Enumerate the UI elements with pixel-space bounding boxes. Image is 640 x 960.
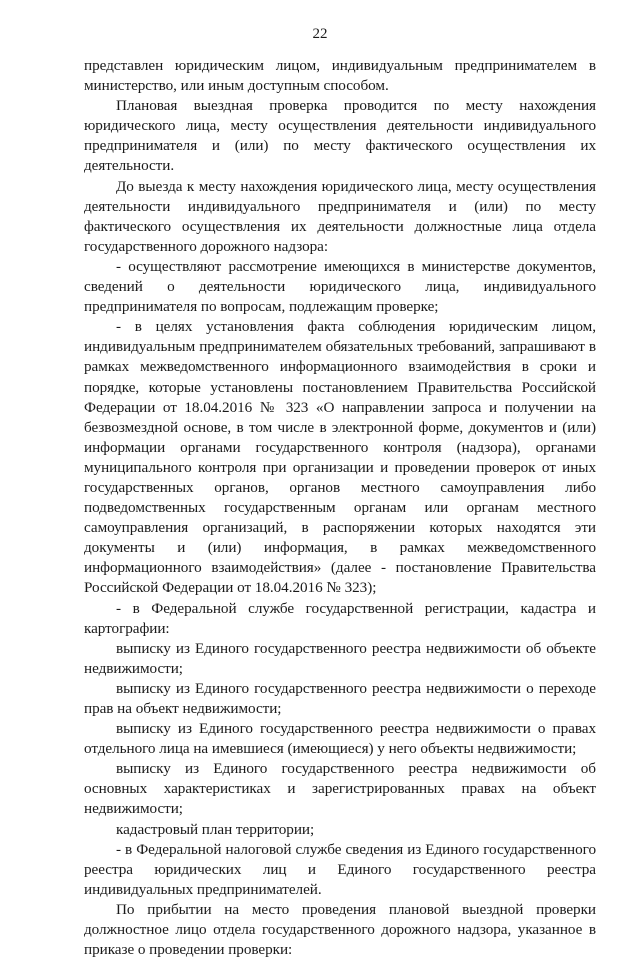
paragraph-13: По прибытии на место проведения плановой выездной проверки должностное лицо отдела государственного дорожного надзора, указанное в приказе о проведении проверки: [84, 900, 596, 959]
paragraph-8: выписку из Единого государственного реестра недвижимости о переходе прав на объект недвижимости; [84, 679, 596, 717]
document-body [84, 56, 596, 960]
paragraph-4: - осуществляют рассмотрение имеющихся в министерстве документов, сведений о деятельности юридического лица, индивидуального предпринимателя по вопросам, подлежащим проверке; [84, 257, 596, 316]
paragraph-11: кадастровый план территории; [116, 820, 315, 838]
paragraph-5: - в целях установления факта соблюдения юридическим лицом, индивидуальным предпринимателем обязательных требований, запрашивают в рамках межведомственного информационного взаимодействия в сроки и порядке, которые установлены постановлением Правительства Российской Федерации от 18.04.2016 № 323 «О направлении запроса и получении на безвозмездной основе, в том числе в электронной форме, документов и (или) информации органами государственного контроля (надзора), органами муниципального контроля при организации и проведении проверок от иных государственных органов, органов местного самоуправления либо подведомственных государственным органам или органам местного самоуправления организаций, в распоряжении которых находятся эти документы и (или) информация, в рамках межведомственного информационного взаимодействия» (далее - постановление Правительства Российской Федерации от 18.04.2016 № 323); [84, 318, 596, 597]
paragraph-7: выписку из Единого государственного реестра недвижимости об объекте недвижимости; [84, 639, 596, 677]
paragraph-6: - в Федеральной службе государственной регистрации, кадастра и картографии: [84, 599, 596, 637]
paragraph-3: До выезда к месту нахождения юридического лица, месту осуществления деятельности индивидуального предпринимателя и (или) по месту фактического осуществления их деятельности должностные лица отдела государственного дорожного надзора: [84, 177, 596, 255]
paragraph-2: Плановая выездная проверка проводится по месту нахождения юридического лица, месту осуществления деятельности индивидуального предпринимателя и (или) по месту фактического осуществления их деятельности. [84, 97, 596, 175]
paragraph-1: представлен юридическим лицом, индивидуальным предпринимателем в министерство, или иным доступным способом. [84, 57, 596, 95]
page-number: 22 [312, 26, 328, 42]
paragraph-12: - в Федеральной налоговой службе сведения из Единого государственного реестра юридических лиц и Единого государственного реестра индивидуальных предпринимателей. [84, 840, 596, 898]
paragraph-9: выписку из Единого государственного реестра недвижимости о правах отдельного лица на имевшиеся (имеющиеся) у него объекты недвижимости; [84, 720, 596, 758]
paragraph-10: выписку из Единого государственного реестра недвижимости об основных характеристиках и зарегистрированных правах на объект недвижимости; [84, 760, 596, 818]
